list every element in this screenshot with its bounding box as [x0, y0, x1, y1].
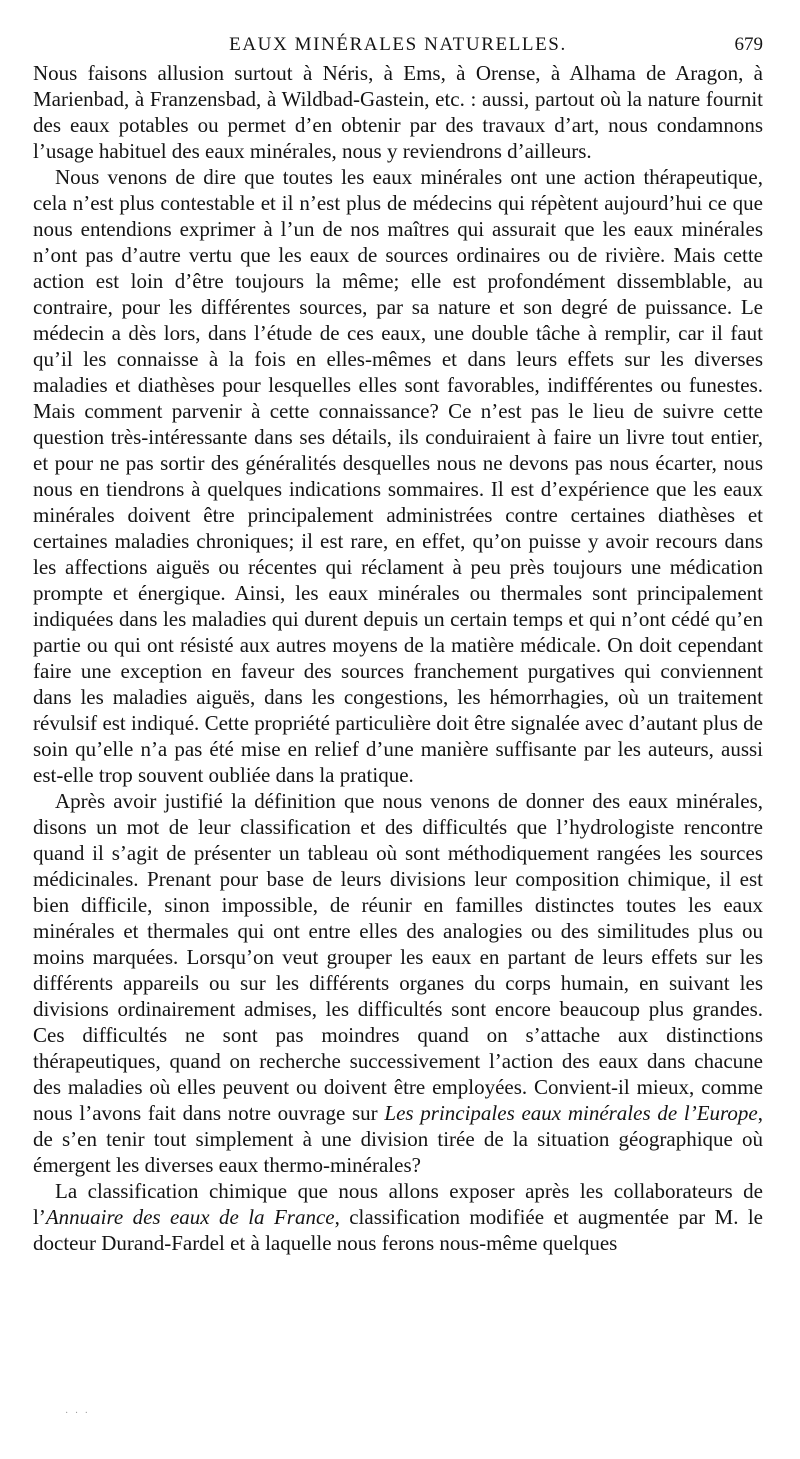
running-title: EAUX MINÉRALES NATURELLES.: [229, 34, 567, 55]
running-head: [33, 30, 763, 60]
paragraph-text: , de s’en tenir tout simplement à une division tirée de la situation géographique où émergent les diverses eaux thermo-minérales?: [33, 1101, 763, 1177]
page-number: 679: [734, 34, 763, 55]
paragraph-text: La classification chimique que nous allons exposer après les collaborateurs de l’: [33, 1179, 763, 1229]
paragraph-continuation: Nous faisons allusion surtout à Néris, à Ems, à Orense, à Alhama de Aragon, à Marienbad, à Franzensbad, à Wildbad-Gastein, etc. : aussi, partout où la nature fournit des eaux potables ou permet d’en obtenir par des travaux d’art, nous condamnons l’usage habituel des eaux minérales, nous y reviendrons d’ailleurs.: [33, 61, 763, 163]
paragraph-text: , classification modifiée et augmentée par M. le docteur Durand-Fardel et à laquelle nous ferons nous-même quelques: [33, 1205, 763, 1255]
stray-print-marks: · · ·: [65, 1408, 90, 1419]
paragraph-classification-difficulties: [33, 788, 763, 1178]
italic-annuaire-title: Annuaire des eaux de la France: [45, 1205, 335, 1229]
body-text: [33, 60, 763, 1256]
paragraph-therapeutic-action: Nous venons de dire que toutes les eaux minérales ont une action thérapeutique, cela n’est plus contestable et il n’est plus de médecins qui répètent aujourd’hui ce que nous entendions exprimer à l’un de nos maîtres qui assurait que les eaux minérales n’ont pas d’autre vertu que les eaux de sources ordinaires ou de rivière. Mais cette action est loin d’être toujours la même; elle est profondément dissemblable, au contraire, pour les différentes sources, par sa nature et son degré de puissance. Le médecin a dès lors, dans l’étude de ces eaux, une double tâche à remplir, car il faut qu’il les connaisse à la fois en elles-mêmes et dans leurs effets sur les diverses maladies et diathèses pour lesquelles elles sont favorables, indifférentes ou funestes. Mais comment parvenir à cette connaissance? Ce n’est pas le lieu de suivre cette question très-intéressante dans ses détails, ils conduiraient à faire un livre tout entier, et pour ne pas sortir des généralités desquelles nous ne devons pas nous écarter, nous nous en tiendrons à quelques indications sommaires. Il est d’expérience que les eaux minérales doivent être principalement administrées contre certaines diathèses et certaines maladies chroniques; il est rare, en effet, qu’on puisse y avoir recours dans les affections aiguës ou récentes qui réclament à peu près toujours une médication prompte et énergique. Ainsi, les eaux minérales ou thermales sont principalement indiquées dans les maladies qui durent depuis un certain temps et qui n’ont cédé qu’en partie ou qui ont résisté aux autres moyens de la matière médicale. On doit cependant faire une exception en faveur des sources franchement purgatives qui conviennent dans les maladies aiguës, dans les congestions, les hémorrhagies, où un traitement révulsif est indiqué. Cette propriété particulière doit être signalée avec d’autant plus de soin qu’elle n’a pas été mise en relief d’une manière suffisante par les auteurs, aussi est-elle trop souvent oubliée dans la pratique.: [33, 165, 763, 787]
paragraph-text: Après avoir justifié la définition que nous venons de donner des eaux minérales, disons un mot de leur classification et des difficultés que l’hydrologiste rencontre quand il s’agit de présenter un tableau où sont méthodiquement rangées les sources médicinales. Prenant pour base de leurs divisions leur composition chimique, il est bien difficile, sinon impossible, de réunir en familles distinctes toutes les eaux minérales et thermales qui ont entre elles des analogies ou des similitudes plus ou moins marquées. Lorsqu’on veut grouper les eaux en partant de leurs effets sur les différents appareils ou sur les différents organes du corps humain, en suivant les divisions ordinairement admises, les difficultés sont encore beaucoup plus grandes. Ces difficultés ne sont pas moindres quand on s’attache aux distinctions thérapeutiques, quand on recherche successivement l’action des eaux dans chacune des maladies où elles peuvent ou doivent être employées. Convient-il mieux, comme nous l’avons fait dans notre ouvrage sur: [33, 789, 763, 1125]
italic-book-title: Les principales eaux minérales de l’Europe: [384, 1101, 758, 1125]
paragraph-chemical-classification: [33, 1178, 763, 1256]
book-page: [33, 30, 763, 1256]
